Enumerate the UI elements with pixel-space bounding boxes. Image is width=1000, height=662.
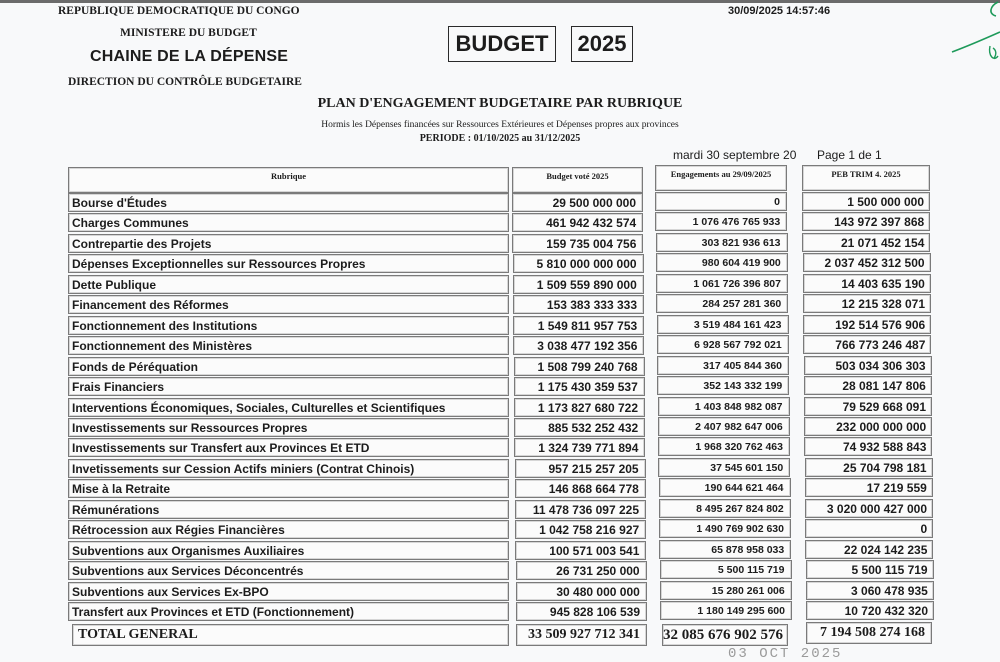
- cell-budget: 100 571 003 541: [515, 541, 646, 560]
- report-periode: PERIODE : 01/10/2025 au 31/12/2025: [419, 133, 581, 144]
- cell-engagements: 352 143 332 199: [657, 376, 789, 395]
- cell-rubrique: Subventions aux Services Ex-BPO: [68, 582, 509, 601]
- cell-peb: 192 514 576 906: [803, 315, 931, 334]
- cell-budget: 1 324 739 771 894: [514, 438, 645, 457]
- cell-peb: 5 500 115 719: [806, 560, 934, 579]
- cell-peb: 12 215 328 071: [803, 294, 931, 313]
- total-budget: 33 509 927 712 341: [516, 624, 647, 646]
- cell-engagements: 1 180 149 295 600: [660, 601, 792, 620]
- page-indicator: Page 1 de 1: [817, 148, 882, 162]
- cell-budget: 146 868 664 778: [515, 479, 646, 498]
- cell-rubrique: Subventions aux Services Déconcentrés: [68, 561, 509, 580]
- header-chaine: CHAINE DE LA DÉPENSE: [90, 48, 289, 65]
- cell-budget: 1 508 799 240 768: [514, 357, 645, 376]
- cell-budget: 5 810 000 000 000: [513, 254, 644, 273]
- cell-peb: 503 034 306 303: [804, 356, 932, 375]
- cell-rubrique: Interventions Économiques, Sociales, Culturelles et Scientifiques: [68, 398, 509, 417]
- column-header-budget: Budget voté 2025: [512, 167, 643, 193]
- column-header-rubrique: Rubrique: [68, 167, 509, 193]
- cell-rubrique: Financement des Réformes: [68, 295, 509, 314]
- cell-budget: 957 215 257 205: [515, 459, 646, 478]
- total-engagements: 32 085 676 902 576: [662, 624, 788, 646]
- cell-rubrique: Fonctionnement des Institutions: [68, 316, 509, 335]
- cell-rubrique: Fonctionnement des Ministères: [68, 336, 509, 355]
- header-ministere: MINISTERE DU BUDGET: [120, 27, 257, 39]
- budget-year-box: 2025: [571, 26, 633, 62]
- cell-rubrique: Bourse d'Études: [68, 193, 509, 212]
- cell-engagements: 980 604 419 900: [656, 253, 788, 272]
- cell-engagements: 317 405 844 360: [657, 356, 789, 375]
- cell-budget: 1 549 811 957 753: [513, 316, 644, 335]
- column-header-peb: PEB TRIM 4. 2025: [802, 165, 930, 191]
- cell-peb: 2 037 452 312 500: [803, 253, 931, 272]
- cell-budget: 26 731 250 000: [516, 561, 647, 580]
- cell-budget: 1 042 758 216 927: [515, 520, 646, 539]
- reception-stamp: 03 OCT 2025: [728, 646, 843, 662]
- cell-peb: 14 403 635 190: [803, 274, 931, 293]
- cell-rubrique: Contrepartie des Projets: [68, 234, 509, 253]
- cell-budget: 885 532 252 432: [514, 418, 645, 437]
- cell-engagements: 284 257 281 360: [656, 294, 788, 313]
- cell-engagements: 5 500 115 719: [660, 560, 792, 579]
- cell-peb: 0: [805, 519, 933, 538]
- report-date: mardi 30 septembre 20: [673, 148, 797, 162]
- total-peb: 7 194 508 274 168: [806, 622, 932, 644]
- cell-budget: 29 500 000 000: [512, 193, 643, 212]
- cell-budget: 159 735 004 756: [512, 234, 643, 253]
- cell-budget: 1 509 559 890 000: [513, 275, 644, 294]
- print-timestamp: 30/09/2025 14:57:46: [728, 5, 831, 17]
- cell-budget: 945 828 106 539: [516, 602, 647, 621]
- column-header-engagements: Engagements au 29/09/2025: [655, 165, 787, 191]
- cell-peb: 22 024 142 235: [805, 540, 933, 559]
- cell-budget: 11 478 736 097 225: [515, 500, 646, 519]
- cell-peb: 10 720 432 320: [806, 601, 934, 620]
- cell-engagements: 303 821 936 613: [656, 233, 788, 252]
- cell-engagements: 1 061 726 396 807: [656, 274, 788, 293]
- report-subtitle: Hormis les Dépenses financées sur Ressources Extérieures et Dépenses propres aux provinces: [321, 120, 679, 130]
- cell-engagements: 1 076 476 765 933: [655, 212, 787, 231]
- cell-engagements: 2 407 982 647 006: [658, 417, 790, 436]
- cell-rubrique: Investissements sur Ressources Propres: [68, 418, 509, 437]
- cell-rubrique: Dépenses Exceptionnelles sur Ressources Propres: [68, 254, 509, 273]
- cell-engagements: 6 928 567 792 021: [657, 335, 789, 354]
- cell-engagements: 8 495 267 824 802: [659, 499, 791, 518]
- cell-peb: 1 500 000 000: [802, 192, 930, 211]
- report-title: PLAN D'ENGAGEMENT BUDGETAIRE PAR RUBRIQUE: [317, 96, 683, 111]
- cell-rubrique: Transfert aux Provinces et ETD (Fonctionnement): [68, 602, 509, 621]
- cell-rubrique: Fonds de Péréquation: [68, 357, 509, 376]
- cell-peb: 17 219 559: [805, 478, 933, 497]
- signature-mark: [950, 0, 1000, 70]
- cell-rubrique: Dette Publique: [68, 275, 509, 294]
- cell-budget: 461 942 432 574: [512, 213, 643, 232]
- cell-peb: 3 060 478 935: [806, 581, 934, 600]
- cell-peb: 766 773 246 487: [803, 335, 931, 354]
- budget-label-box: BUDGET: [448, 26, 556, 62]
- cell-peb: 79 529 668 091: [804, 397, 932, 416]
- cell-peb: 232 000 000 000: [804, 417, 932, 436]
- cell-engagements: 1 490 769 902 630: [659, 519, 791, 538]
- cell-peb: 143 972 397 868: [802, 212, 930, 231]
- header-republique: REPUBLIQUE DEMOCRATIQUE DU CONGO: [58, 5, 300, 17]
- cell-peb: 74 932 588 843: [804, 437, 932, 456]
- cell-engagements: 1 403 848 982 087: [658, 397, 790, 416]
- cell-budget: 153 383 333 333: [513, 295, 644, 314]
- header-direction: DIRECTION DU CONTRÔLE BUDGETAIRE: [68, 76, 302, 88]
- cell-rubrique: Frais Financiers: [68, 377, 509, 396]
- cell-engagements: 15 280 261 006: [660, 581, 792, 600]
- cell-engagements: 1 968 320 762 463: [658, 437, 790, 456]
- cell-budget: 30 480 000 000: [516, 582, 647, 601]
- cell-rubrique: Charges Communes: [68, 213, 509, 232]
- cell-rubrique: Rémunérations: [68, 500, 509, 519]
- cell-engagements: 190 644 621 464: [659, 478, 791, 497]
- cell-rubrique: Investissements sur Transfert aux Provinces Et ETD: [68, 438, 509, 457]
- cell-peb: 3 020 000 427 000: [805, 499, 933, 518]
- cell-rubrique: Invetissements sur Cession Actifs miniers (Contrat Chinois): [68, 459, 509, 478]
- cell-rubrique: Subventions aux Organismes Auxiliaires: [68, 541, 509, 560]
- scan-top-edge: [0, 0, 1000, 3]
- cell-engagements: 3 519 484 161 423: [657, 315, 789, 334]
- cell-peb: 21 071 452 154: [802, 233, 930, 252]
- cell-peb: 25 704 798 181: [805, 458, 933, 477]
- cell-rubrique: Mise à la Retraite: [68, 479, 509, 498]
- cell-engagements: 0: [655, 192, 787, 211]
- cell-rubrique: Rétrocession aux Régies Financières: [68, 520, 509, 539]
- cell-budget: 3 038 477 192 356: [513, 336, 644, 355]
- cell-engagements: 37 545 601 150: [658, 458, 790, 477]
- cell-peb: 28 081 147 806: [804, 376, 932, 395]
- cell-engagements: 65 878 958 033: [659, 540, 791, 559]
- cell-budget: 1 175 430 359 537: [514, 377, 645, 396]
- cell-budget: 1 173 827 680 722: [514, 398, 645, 417]
- total-label: TOTAL GENERAL: [72, 624, 509, 646]
